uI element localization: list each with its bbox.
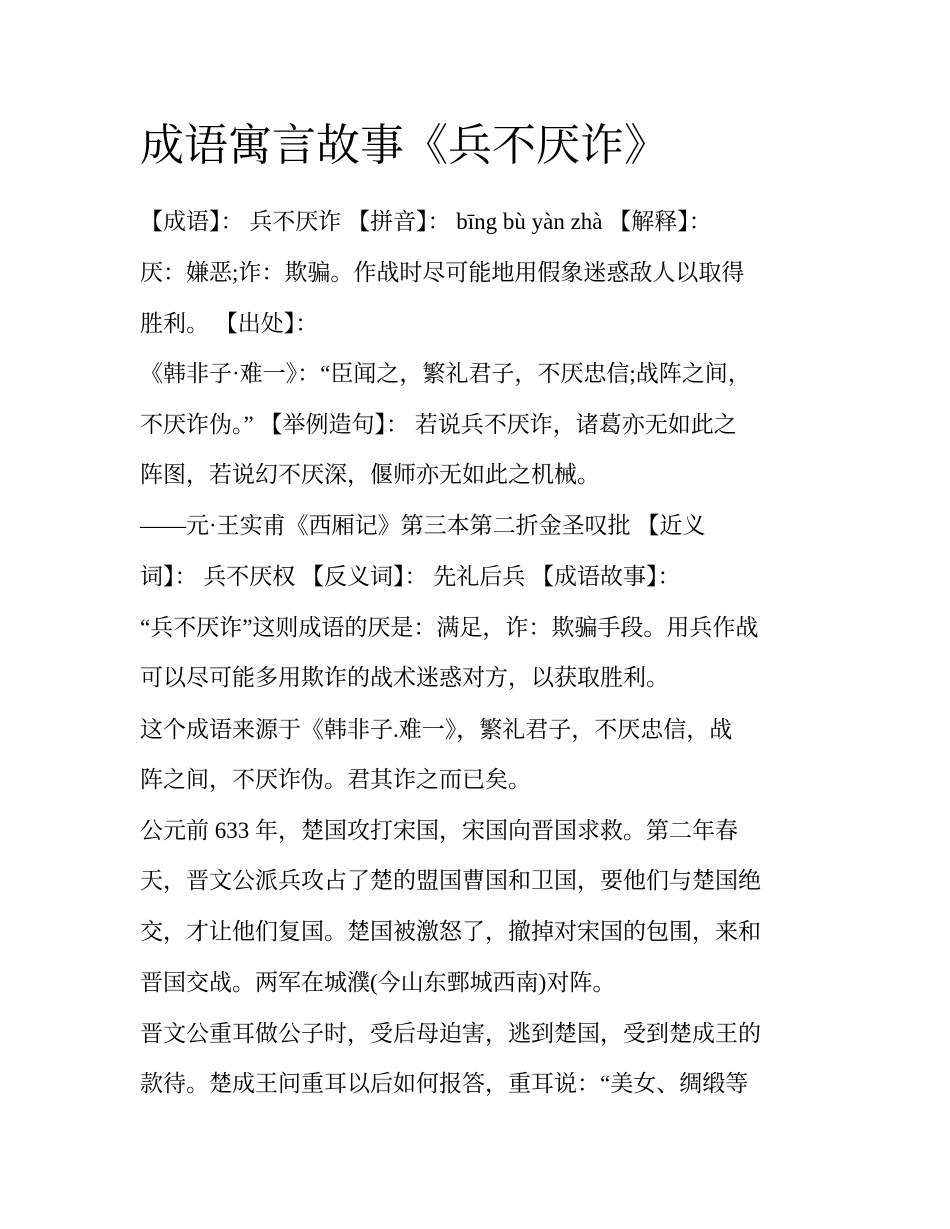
text-line-13: 公元前 633 年，楚国攻打宋国，宋国向晋国求救。第二年春 bbox=[140, 818, 738, 843]
text-line-18: 款待。楚成王问重耳以后如何报答，重耳说：“美女、绸缎等 bbox=[140, 1071, 749, 1096]
text-line-3: 胜利。 【出处】： bbox=[140, 311, 319, 336]
text-line-14: 天，晋文公派兵攻占了楚的盟国曹国和卫国，要他们与楚国绝 bbox=[140, 868, 761, 893]
text-line-5: 不厌诈伪。” 【举例造句】： 若说兵不厌诈，诸葛亦无如此之 bbox=[140, 412, 737, 437]
text-line-17: 晋文公重耳做公子时，受后母迫害，逃到楚国，受到楚成王的 bbox=[140, 1021, 761, 1046]
text-line-15: 交，才让他们复国。楚国被激怒了，撤掉对宋国的包围，来和 bbox=[140, 919, 761, 944]
text-line-11: 这个成语来源于《韩非子.难一》，繁礼君子，不厌忠信，战 bbox=[140, 717, 733, 742]
document-title: 成语寓言故事《兵不厌诈》 bbox=[140, 120, 668, 171]
text-line-6: 阵图，若说幻不厌深，偃师亦无如此之机械。 bbox=[140, 462, 600, 487]
text-line-7: ——元·王实甫《西厢记》第三本第二折金圣叹批 【近义 bbox=[140, 513, 706, 538]
text-line-1: 【成语】： 兵不厌诈 【拼音】： bīng bù yàn zhà 【解释】： bbox=[140, 209, 712, 234]
text-line-10: 可以尽可能多用欺诈的战术迷惑对方，以获取胜利。 bbox=[140, 665, 669, 690]
text-line-2: 厌：嫌恶;诈：欺骗。作战时尽可能地用假象迷惑敌人以取得 bbox=[140, 260, 745, 285]
text-line-9: “兵不厌诈”这则成语的厌是：满足，诈：欺骗手段。用兵作战 bbox=[140, 615, 759, 640]
text-line-16: 晋国交战。两军在城濮(今山东鄄城西南)对阵。 bbox=[140, 970, 616, 995]
text-line-12: 阵之间，不厌诈伪。君其诈之而已矣。 bbox=[140, 767, 531, 792]
text-line-4: 《韩非子·难一》：“臣闻之，繁礼君子，不厌忠信;战阵之间， bbox=[140, 361, 751, 386]
text-line-8: 词】： 兵不厌权 【反义词】： 先礼后兵 【成语故事】： bbox=[140, 564, 681, 589]
